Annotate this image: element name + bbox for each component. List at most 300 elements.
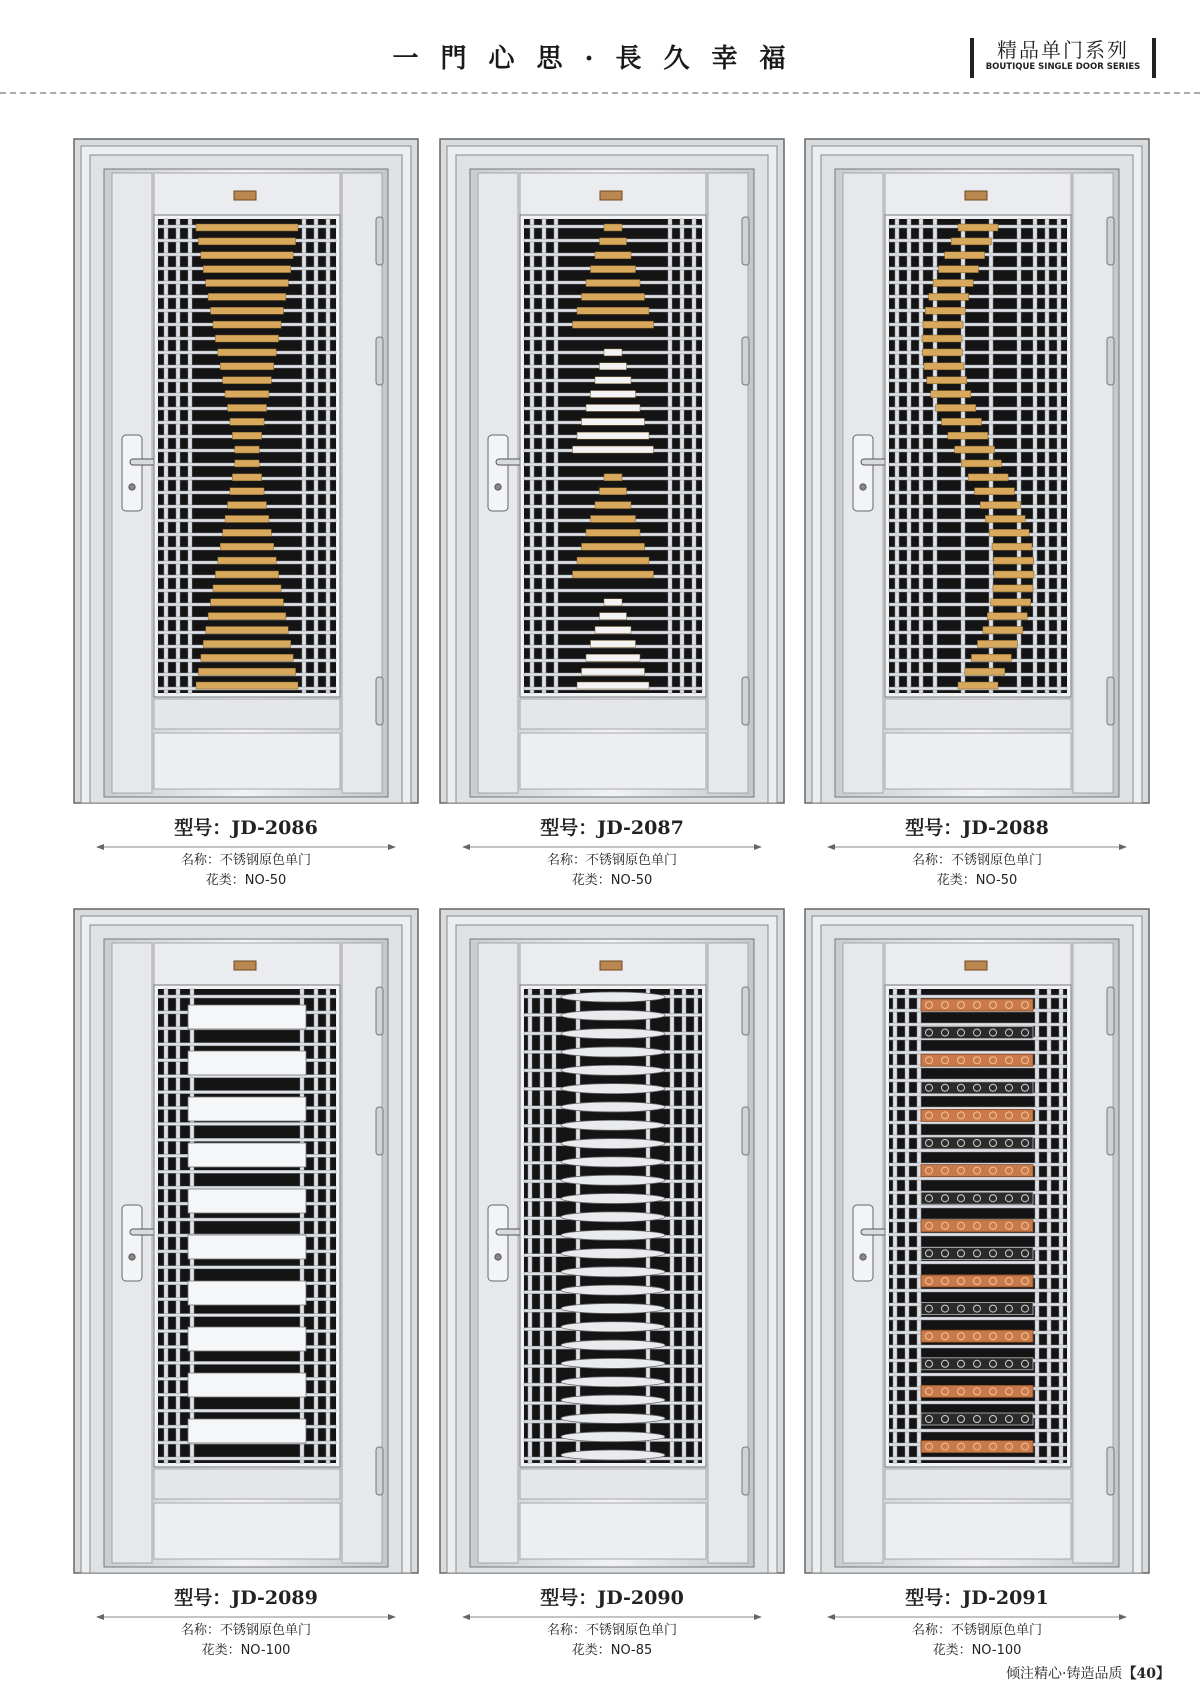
gold-bar — [994, 557, 1034, 564]
gold-bar — [198, 238, 295, 245]
hinge-icon — [376, 677, 383, 725]
gold-bar — [933, 280, 973, 287]
door-nameplate — [234, 961, 256, 970]
steel-bulb — [561, 1212, 665, 1222]
steel-bulb — [561, 1358, 665, 1368]
copper-band — [921, 1165, 1033, 1177]
steel-bulb — [561, 1450, 665, 1460]
grille-bar — [889, 1345, 1067, 1348]
hinge-icon — [1107, 337, 1114, 385]
grille-bar — [889, 561, 1067, 564]
grille-bar — [326, 219, 330, 693]
gold-bar — [225, 515, 269, 522]
ornament-band — [921, 1303, 1033, 1315]
steel-bulb — [561, 1340, 665, 1350]
grille-bar — [552, 989, 556, 1463]
arrow-right-icon — [754, 1614, 762, 1620]
page-number: 【40】 — [1122, 1666, 1170, 1682]
gold-bar — [971, 654, 1011, 661]
grille-bar — [895, 219, 899, 693]
grille-bar — [917, 989, 921, 1463]
series-title-en: BOUTIQUE SINGLE DOOR SERIES — [985, 62, 1141, 72]
steel-panel — [188, 1189, 306, 1213]
door-card — [72, 907, 420, 1667]
grille-bar — [540, 989, 544, 1463]
door-material: 名称：不锈钢原色单门 — [180, 853, 311, 868]
grille-bar — [158, 1409, 336, 1412]
hinge-icon — [1107, 677, 1114, 725]
steel-panel — [188, 1051, 306, 1075]
door-pattern: 花类：NO-85 — [571, 1643, 653, 1658]
grille-window — [158, 219, 336, 693]
grille-window — [524, 989, 702, 1463]
arrow-right-icon — [388, 1614, 396, 1620]
keyhole-icon — [495, 484, 501, 490]
gold-bar — [591, 391, 636, 398]
gold-bar — [232, 432, 261, 439]
gold-bar — [223, 377, 272, 384]
grille-bar — [889, 603, 1067, 606]
grille-bar — [1059, 989, 1063, 1463]
gold-bar — [582, 668, 645, 675]
grille-bar — [576, 989, 580, 1463]
gold-bar — [968, 474, 1008, 481]
grille-bar — [680, 219, 684, 693]
grille-bar — [889, 1429, 1067, 1432]
keyhole-icon — [860, 1254, 866, 1260]
hinge-icon — [376, 1107, 383, 1155]
copper-band — [921, 999, 1033, 1011]
door-material: 名称：不锈钢原色单门 — [546, 853, 677, 868]
door-illustration — [438, 907, 786, 1577]
hinge-icon — [376, 337, 383, 385]
gold-bar — [586, 404, 640, 411]
gold-bar — [992, 543, 1032, 550]
handle-plate — [488, 435, 508, 511]
door-kick-panel — [154, 1469, 340, 1499]
steel-bulb — [561, 1084, 665, 1094]
grille-bar — [933, 219, 937, 693]
grille-bar — [1047, 989, 1051, 1463]
steel-panel — [188, 1235, 306, 1259]
gold-bar — [218, 557, 276, 564]
door-nameplate — [234, 191, 256, 200]
gold-bar — [922, 349, 962, 356]
steel-bulb — [561, 1413, 665, 1423]
door-bottom-panel — [520, 1503, 706, 1559]
gold-bar — [577, 682, 649, 689]
gold-bar — [208, 293, 286, 300]
steel-bulb — [561, 1029, 665, 1039]
grille-bar — [692, 219, 696, 693]
ornament-band — [921, 1247, 1033, 1259]
steel-bulb — [561, 1432, 665, 1442]
copper-band — [921, 1275, 1033, 1287]
grille-bar — [670, 989, 674, 1463]
hinge-icon — [1107, 987, 1114, 1035]
gold-bar — [230, 488, 264, 495]
steel-panel — [188, 1373, 306, 1397]
grille-bar — [158, 1091, 336, 1094]
grille-bar — [889, 393, 1067, 396]
grille-bar — [889, 1149, 1067, 1152]
gold-bar — [586, 654, 640, 661]
steel-bulb — [561, 1047, 665, 1057]
hinge-icon — [1107, 217, 1114, 265]
grille-bar — [889, 995, 1067, 998]
grille-bar — [889, 547, 1067, 550]
grille-bar — [989, 219, 993, 693]
grille-bar — [889, 365, 1067, 368]
door-bottom-panel — [520, 733, 706, 789]
gold-bar — [951, 238, 991, 245]
arrow-right-icon — [1119, 844, 1127, 850]
grille-bar — [889, 379, 1067, 382]
gold-bar — [591, 640, 636, 647]
gold-bar — [206, 626, 289, 633]
gold-bar — [223, 529, 272, 536]
gold-bar — [206, 280, 289, 287]
grille-bar — [889, 617, 1067, 620]
grille-bar — [158, 1218, 336, 1221]
grille-window — [889, 219, 1067, 693]
grille-bar — [907, 219, 911, 693]
gold-bar — [582, 418, 645, 425]
grille-bar — [668, 219, 672, 693]
copper-band — [921, 1441, 1033, 1453]
steel-panel — [188, 1327, 306, 1351]
gold-bar — [573, 321, 654, 328]
grille-bar — [889, 575, 1067, 578]
gold-bar — [924, 363, 964, 370]
door-material: 名称：不锈钢原色单门 — [546, 1623, 677, 1638]
arrow-left-icon — [96, 1614, 104, 1620]
hinge-icon — [376, 217, 383, 265]
gold-bar — [235, 460, 259, 467]
gold-bar — [991, 599, 1031, 606]
gold-bar — [604, 349, 622, 356]
gold-bar — [582, 293, 645, 300]
gold-bar — [577, 432, 649, 439]
arrow-right-icon — [1119, 1614, 1127, 1620]
keyhole-icon — [860, 484, 866, 490]
grille-bar — [158, 1170, 336, 1173]
copper-band — [921, 1220, 1033, 1232]
series-title-cn: 精品单门系列 — [997, 38, 1129, 62]
footer — [930, 1663, 1170, 1683]
steel-panel — [188, 1005, 306, 1029]
gold-bar — [586, 529, 640, 536]
door-material: 名称：不锈钢原色单门 — [180, 1623, 311, 1638]
grille-bar — [889, 631, 1067, 634]
gold-bar — [980, 502, 1020, 509]
gold-bar — [977, 640, 1017, 647]
grille-bar — [524, 463, 702, 466]
keyhole-icon — [129, 484, 135, 490]
gold-bar — [232, 474, 261, 481]
grille-bar — [158, 1122, 336, 1125]
grille-bar — [314, 219, 318, 693]
keyhole-icon — [129, 1254, 135, 1260]
door-card — [803, 137, 1151, 897]
hinge-icon — [742, 1107, 749, 1155]
ornament-band — [921, 1137, 1033, 1149]
gold-bar — [989, 529, 1029, 536]
copper-band — [921, 1109, 1033, 1121]
hinge-icon — [742, 987, 749, 1035]
grille-bar — [554, 219, 558, 693]
grille-bar — [1045, 219, 1049, 693]
steel-panel — [188, 1281, 306, 1305]
grille-bar — [682, 989, 686, 1463]
handle-plate — [488, 1205, 508, 1281]
gold-bar — [213, 321, 281, 328]
steel-bulb — [561, 1065, 665, 1075]
hinge-icon — [1107, 1447, 1114, 1495]
door-kick-panel — [520, 1469, 706, 1499]
ornament-band — [921, 1027, 1033, 1039]
grille-bar — [889, 281, 1067, 284]
arrow-right-icon — [388, 844, 396, 850]
gold-bar — [931, 391, 971, 398]
grille-bar — [528, 989, 532, 1463]
gold-bar — [958, 682, 998, 689]
gold-bar — [573, 446, 654, 453]
hinge-icon — [742, 677, 749, 725]
door-bottom-panel — [885, 733, 1071, 789]
steel-bulb — [561, 1175, 665, 1185]
gold-bar — [595, 626, 631, 633]
gold-bar — [591, 515, 636, 522]
gold-bar — [586, 280, 640, 287]
gold-bar — [582, 543, 645, 550]
grille-bar — [889, 1023, 1067, 1026]
arrow-left-icon — [827, 1614, 835, 1620]
arrow-left-icon — [96, 844, 104, 850]
copper-band — [921, 1385, 1033, 1397]
copper-band — [921, 1330, 1033, 1342]
steel-bulb — [561, 1102, 665, 1112]
gold-bar — [220, 363, 274, 370]
steel-bulb — [561, 1285, 665, 1295]
gold-bar — [218, 349, 276, 356]
gold-bar — [203, 266, 290, 273]
door-illustration — [72, 907, 420, 1577]
grille-bar — [889, 1317, 1067, 1320]
door-model: 型号：JD-2090 — [540, 1587, 684, 1609]
grille-bar — [1057, 219, 1061, 693]
gold-bar — [987, 613, 1027, 620]
gold-bar — [961, 460, 1001, 467]
ornament-band — [921, 1413, 1033, 1425]
gold-bar — [213, 585, 281, 592]
gold-bar — [985, 515, 1025, 522]
gold-bar — [573, 571, 654, 578]
gold-bar — [215, 335, 278, 342]
grille-bar — [961, 219, 965, 693]
gold-bar — [604, 599, 622, 606]
grille-bar — [1017, 219, 1021, 693]
gold-bar — [929, 293, 969, 300]
grille-bar — [889, 323, 1067, 326]
door-illustration — [803, 137, 1151, 807]
door-model: 型号：JD-2088 — [905, 817, 1049, 839]
door-pattern: 花类：NO-100 — [932, 1643, 1022, 1658]
door-kick-panel — [885, 699, 1071, 729]
steel-bulb — [561, 1194, 665, 1204]
gold-bar — [925, 307, 965, 314]
gold-bar — [211, 307, 284, 314]
hinge-icon — [376, 987, 383, 1035]
grille-bar — [893, 989, 897, 1463]
gold-bar — [945, 252, 985, 259]
steel-bulb — [561, 1139, 665, 1149]
gold-bar — [235, 446, 259, 453]
grille-bar — [889, 1051, 1067, 1054]
hinge-icon — [742, 337, 749, 385]
door-card — [438, 907, 786, 1667]
grille-bar — [694, 989, 698, 1463]
steel-panel — [188, 1143, 306, 1167]
grille-bar — [188, 219, 192, 693]
door-model: 型号：JD-2087 — [540, 817, 684, 839]
gold-bar — [965, 668, 1005, 675]
ornament-band — [921, 1358, 1033, 1370]
hinge-icon — [376, 1447, 383, 1495]
steel-bulb — [561, 1248, 665, 1258]
door-model: 型号：JD-2091 — [905, 1587, 1049, 1609]
door-card — [803, 907, 1151, 1667]
ornament-band — [921, 1192, 1033, 1204]
ornament-band — [921, 1082, 1033, 1094]
arrow-left-icon — [827, 844, 835, 850]
steel-panel — [188, 1097, 306, 1121]
door-model: 型号：JD-2089 — [174, 1587, 318, 1609]
grille-bar — [158, 995, 336, 998]
gold-bar — [927, 377, 967, 384]
door-nameplate — [965, 961, 987, 970]
gold-bar — [939, 266, 979, 273]
steel-bulb — [561, 1322, 665, 1332]
grille-bar — [889, 337, 1067, 340]
header-slogan: 一門心思·長久幸福 — [392, 44, 808, 74]
grille-bar — [889, 407, 1067, 410]
door-pattern: 花类：NO-50 — [205, 873, 287, 888]
copper-band — [921, 1054, 1033, 1066]
gold-bar — [230, 418, 264, 425]
grille-bar — [889, 1205, 1067, 1208]
grille-bar — [889, 1289, 1067, 1292]
steel-bulb — [561, 1377, 665, 1387]
grille-bar — [905, 989, 909, 1463]
grille-bar — [889, 1457, 1067, 1460]
door-model: 型号：JD-2086 — [174, 817, 318, 839]
grille-bar — [176, 219, 180, 693]
hinge-icon — [1107, 1107, 1114, 1155]
door-bottom-panel — [885, 1503, 1071, 1559]
gold-bar — [225, 391, 269, 398]
steel-bulb — [561, 1395, 665, 1405]
hinge-icon — [742, 1447, 749, 1495]
footer-slogan: 倾注精心·铸造品质 — [1006, 1666, 1123, 1682]
grille-bar — [158, 1314, 336, 1317]
gold-bar — [604, 474, 622, 481]
gold-bar — [955, 446, 995, 453]
steel-bulb — [561, 992, 665, 1002]
door-kick-panel — [885, 1469, 1071, 1499]
door-card — [438, 137, 786, 897]
header-divider — [0, 92, 1200, 94]
grille-bar — [158, 1138, 336, 1141]
gold-bar — [208, 613, 286, 620]
gold-bar — [922, 335, 962, 342]
grille-bar — [158, 1457, 336, 1460]
gold-bar — [600, 238, 627, 245]
door-illustration — [72, 137, 420, 807]
gold-bar — [577, 307, 649, 314]
door-illustration — [803, 907, 1151, 1577]
grille-bar — [889, 533, 1067, 536]
steel-bulb — [561, 1230, 665, 1240]
steel-bulb — [561, 1157, 665, 1167]
steel-bulb — [561, 1120, 665, 1130]
grille-bar — [889, 505, 1067, 508]
door-kick-panel — [154, 699, 340, 729]
door-pattern: 花类：NO-50 — [936, 873, 1018, 888]
gold-bar — [228, 502, 267, 509]
grille-bar — [158, 1361, 336, 1364]
hinge-icon — [742, 217, 749, 265]
grille-bar — [889, 589, 1067, 592]
gold-bar — [228, 404, 267, 411]
gold-bar — [936, 404, 976, 411]
door-card — [72, 137, 420, 897]
grille-bar — [889, 1177, 1067, 1180]
steel-bulb — [561, 1010, 665, 1020]
door-nameplate — [600, 191, 622, 200]
handle-plate — [122, 1205, 142, 1281]
arrow-left-icon — [462, 844, 470, 850]
gold-bar — [215, 571, 278, 578]
grille-bar — [164, 219, 168, 693]
arrow-right-icon — [754, 844, 762, 850]
grille-bar — [1035, 989, 1039, 1463]
gold-bar — [923, 321, 963, 328]
gold-bar — [196, 224, 298, 231]
gold-bar — [600, 363, 627, 370]
gold-bar — [942, 418, 982, 425]
grille-bar — [524, 589, 702, 592]
handle-plate — [853, 1205, 873, 1281]
grille-bar — [158, 1043, 336, 1046]
grille-bar — [889, 295, 1067, 298]
gold-bar — [604, 224, 622, 231]
gold-bar — [591, 266, 636, 273]
gold-bar — [993, 585, 1033, 592]
series-badge — [970, 38, 1156, 78]
grille-bar — [889, 1261, 1067, 1264]
grille-bar — [542, 219, 546, 693]
grille-bar — [889, 1373, 1067, 1376]
gold-bar — [201, 654, 293, 661]
gold-bar — [577, 557, 649, 564]
grille-bar — [1033, 219, 1037, 693]
keyhole-icon — [495, 1254, 501, 1260]
grille-window — [524, 219, 702, 693]
door-material: 名称：不锈钢原色单门 — [911, 1623, 1042, 1638]
gold-bar — [201, 252, 293, 259]
gold-bar — [203, 640, 290, 647]
